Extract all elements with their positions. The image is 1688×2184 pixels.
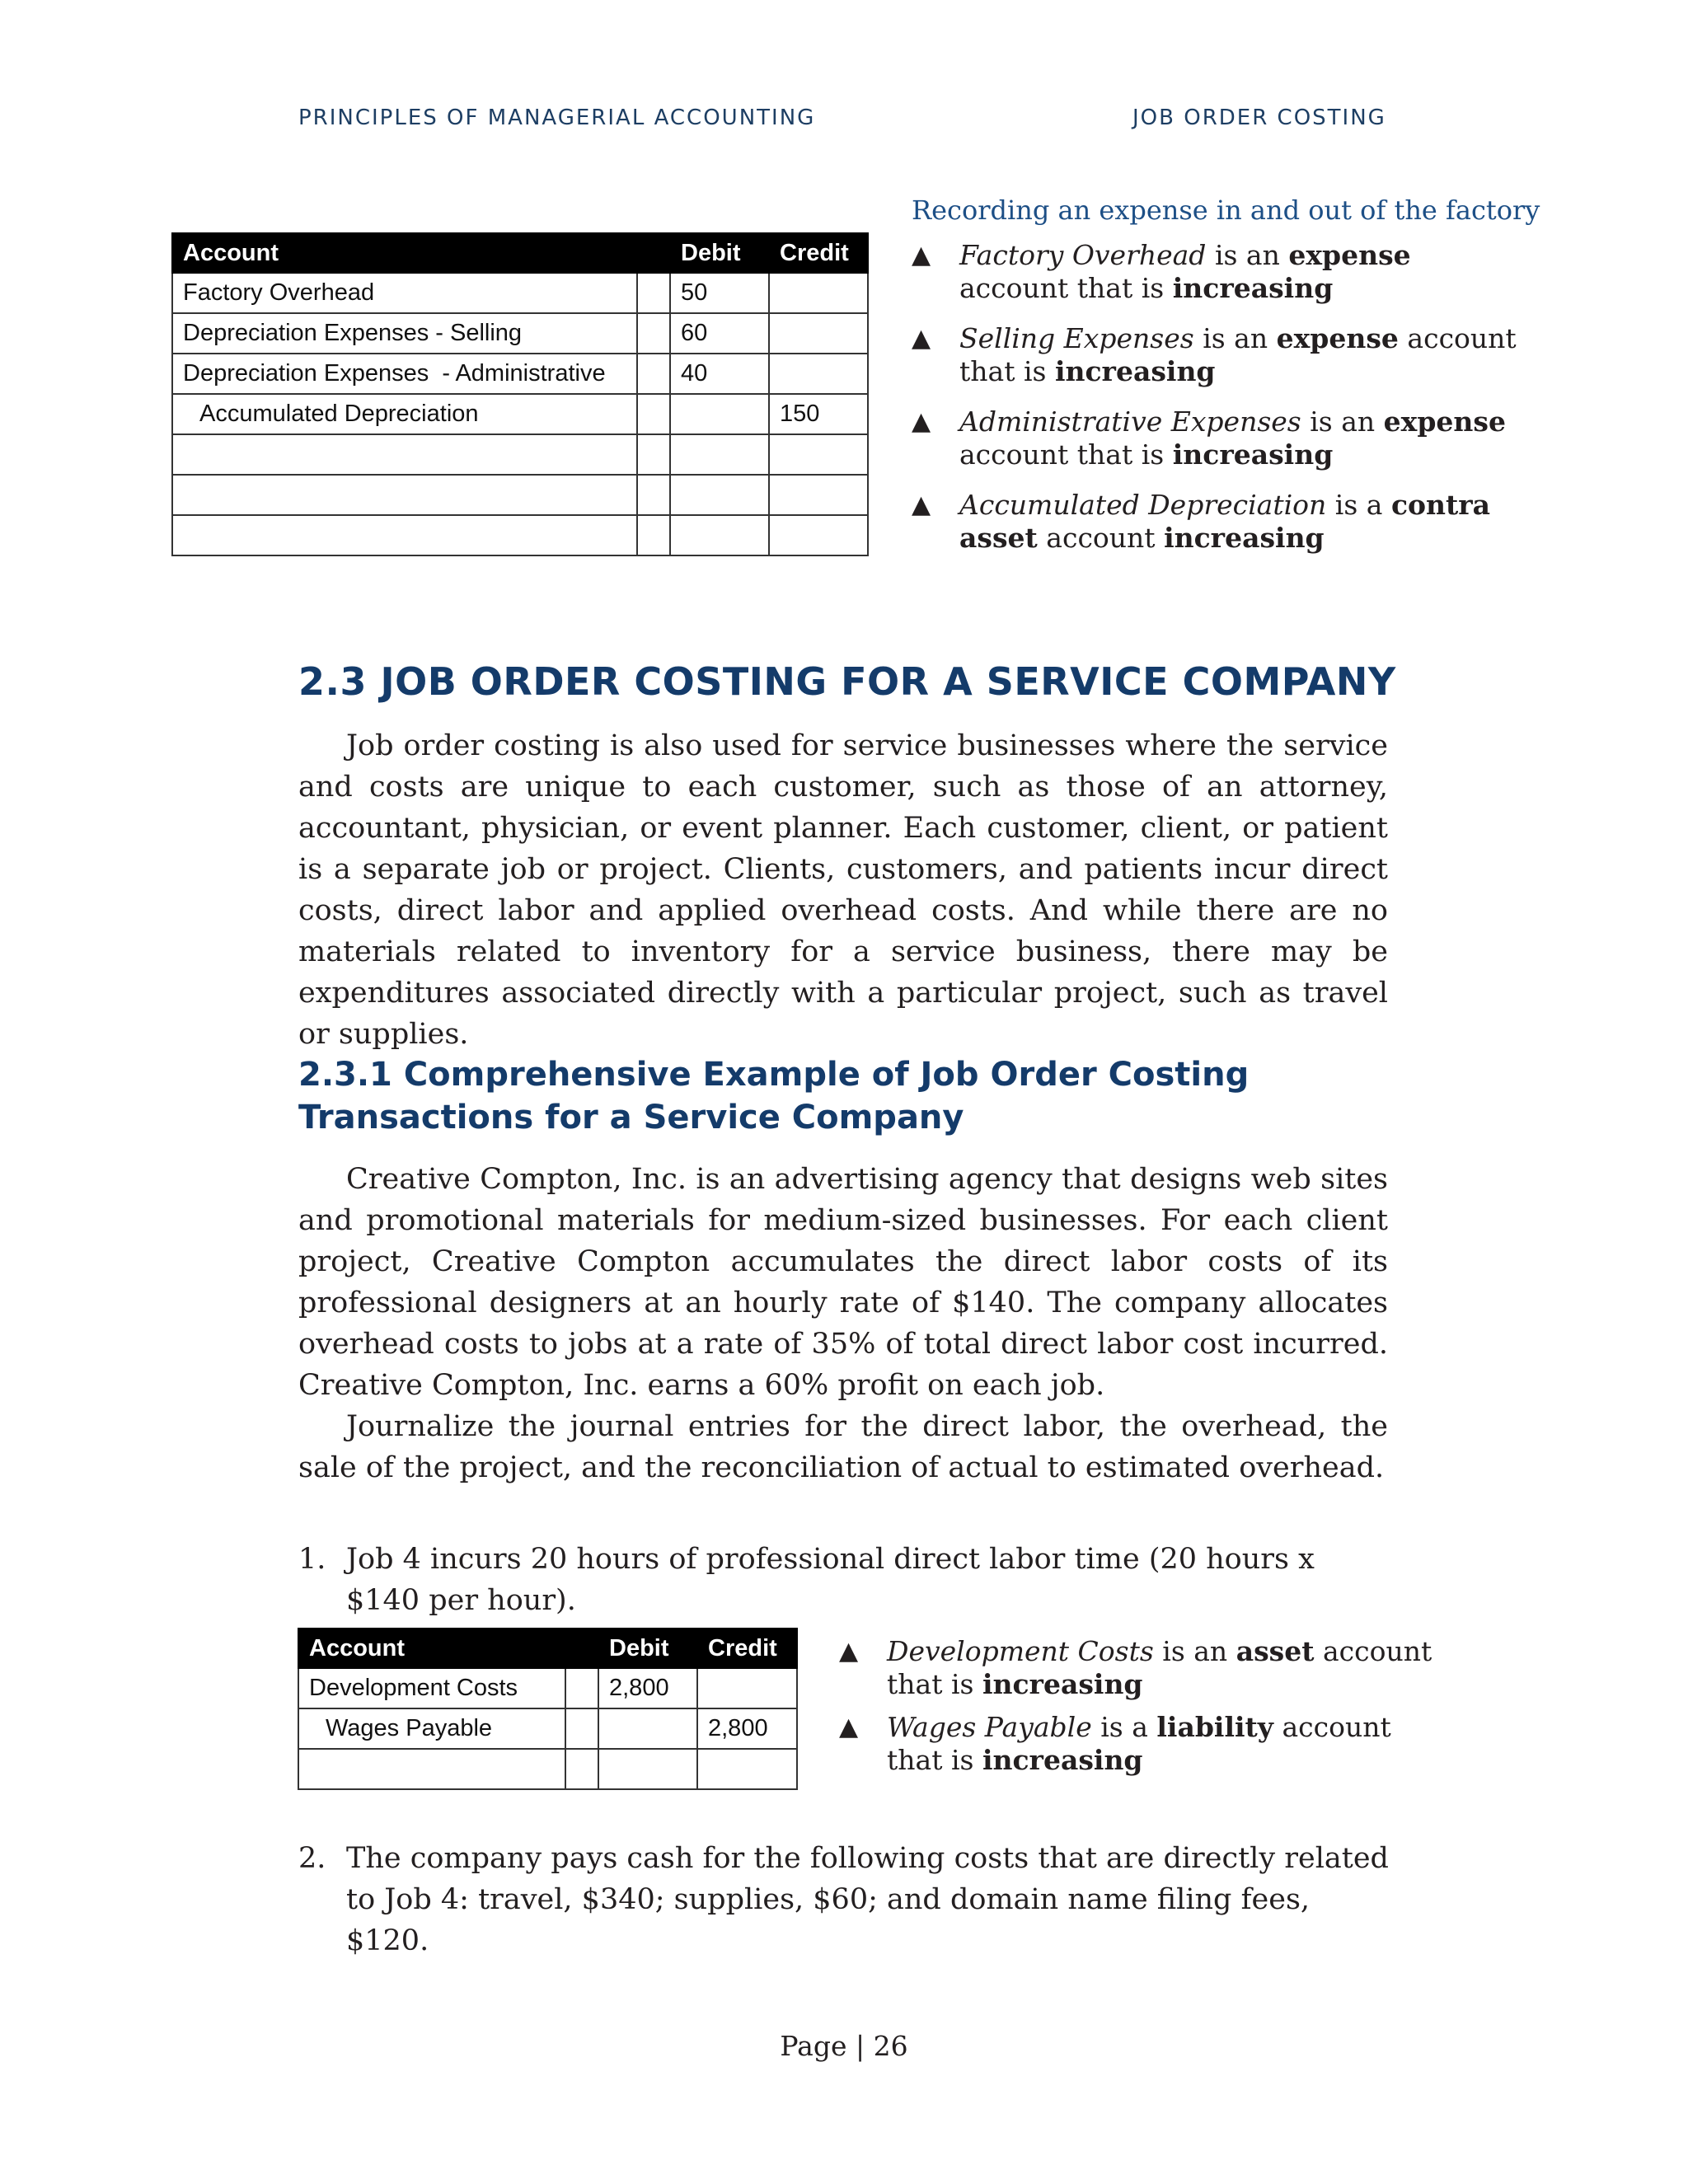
step-text: Job 4 incurs 20 hours of professional direct labor time (20 hours x $140 per hour). <box>346 1543 1315 1617</box>
journal-table-depreciation <box>171 232 869 556</box>
step-text: The company pays cash for the following costs that are directly related to Job 4: travel, $340; supplies, $60; and domain name filing fees, $120. <box>346 1842 1389 1957</box>
account-explanation-list-2 <box>839 1635 1432 1787</box>
journal-table-direct-labor <box>298 1628 798 1790</box>
triangle-bullet-icon: ▲ <box>912 407 931 436</box>
column-header-spacer <box>565 1629 598 1668</box>
table-row <box>172 273 868 313</box>
column-header-debit: Debit <box>598 1629 697 1668</box>
table-row <box>298 1708 797 1749</box>
column-header-account: Account <box>172 233 637 273</box>
list-item: ▲ Administrative Expenses is an expense account that is increasing <box>912 405 1506 471</box>
credit-cell <box>769 313 868 354</box>
credit-cell <box>697 1668 797 1708</box>
instruction-paragraph: Journalize the journal entries for the direct labor, the overhead, the sale of the project, and the reconciliation of actual to estimated overhead. <box>298 1410 1388 1484</box>
column-header-account: Account <box>298 1629 565 1668</box>
account-cell: Depreciation Expenses - Selling <box>172 313 637 354</box>
account-cell: Wages Payable <box>298 1708 565 1749</box>
triangle-bullet-icon: ▲ <box>839 1637 859 1666</box>
debit-cell: 60 <box>670 313 769 354</box>
table-row <box>172 475 868 515</box>
step-number: 2. <box>298 1842 326 1875</box>
sidebar-title: Recording an expense in and out of the factory <box>912 194 1540 226</box>
example-paragraph: Creative Compton, Inc. is an advertising agency that designs web sites and promotional materials for medium-sized businesses. For each client project, Creative Compton accumulates the direct labor costs of its professional designers at an hourly rate of $140. The company allocates overhead costs to jobs at a rate of 35% of total direct labor cost incurred. Creative Compton, Inc. earns a 60% profit on each job. <box>298 1163 1388 1402</box>
step-1 <box>298 1539 1395 1621</box>
debit-cell <box>598 1708 697 1749</box>
table-row <box>172 394 868 434</box>
page-number: Page | 26 <box>780 2030 908 2062</box>
step-number: 1. <box>298 1543 326 1576</box>
section-paragraph: Job order costing is also used for service businesses where the service and costs are unique to each customer, such as those of an attorney, accountant, physician, or event planner. Each customer, client, or patient is a separate job or project. Clients, customers, and patients incur direct costs, direct labor and applied overhead costs. And while there are no materials related to inventory for a service business, there may be expenditures associated directly with a particular project, such as travel or supplies. <box>298 729 1388 1051</box>
table-row <box>172 515 868 555</box>
account-cell: Development Costs <box>298 1668 565 1708</box>
table-row <box>172 354 868 394</box>
running-header-left: PRINCIPLES OF MANAGERIAL ACCOUNTING <box>298 105 816 130</box>
triangle-bullet-icon: ▲ <box>839 1713 859 1741</box>
credit-cell: 150 <box>769 394 868 434</box>
debit-cell <box>670 394 769 434</box>
debit-cell: 2,800 <box>598 1668 697 1708</box>
credit-cell <box>769 273 868 313</box>
account-explanation-list <box>912 239 1522 572</box>
column-header-debit: Debit <box>670 233 769 273</box>
running-header-right: JOB ORDER COSTING <box>1132 105 1386 130</box>
triangle-bullet-icon: ▲ <box>912 241 931 269</box>
triangle-bullet-icon: ▲ <box>912 490 931 519</box>
credit-cell <box>769 354 868 394</box>
table-row <box>298 1749 797 1789</box>
debit-cell: 50 <box>670 273 769 313</box>
table-row <box>172 313 868 354</box>
credit-cell: 2,800 <box>697 1708 797 1749</box>
list-item: ▲ Factory Overhead is an expense account that is increasing <box>912 239 1411 304</box>
subsection-heading: 2.3.1 Comprehensive Example of Job Order Costing Transactions for a Service Company <box>298 1056 1250 1137</box>
column-header-credit: Credit <box>769 233 868 273</box>
table-row <box>298 1668 797 1708</box>
table-row <box>172 434 868 475</box>
list-item: ▲ Wages Payable is a liability account that is increasing <box>839 1711 1391 1776</box>
list-item: ▲ Accumulated Depreciation is a contra asset account increasing <box>912 489 1491 554</box>
column-header-spacer <box>637 233 670 273</box>
account-cell: Accumulated Depreciation <box>172 394 637 434</box>
list-item: ▲ Development Costs is an asset account that is increasing <box>839 1635 1432 1700</box>
triangle-bullet-icon: ▲ <box>912 324 931 353</box>
debit-cell: 40 <box>670 354 769 394</box>
step-2 <box>298 1838 1395 1961</box>
account-cell: Depreciation Expenses - Administrative <box>172 354 637 394</box>
section-heading: 2.3 JOB ORDER COSTING FOR A SERVICE COMPANY <box>298 659 1396 704</box>
account-cell: Factory Overhead <box>172 273 637 313</box>
column-header-credit: Credit <box>697 1629 797 1668</box>
list-item: ▲ Selling Expenses is an expense account that is increasing <box>912 322 1517 387</box>
